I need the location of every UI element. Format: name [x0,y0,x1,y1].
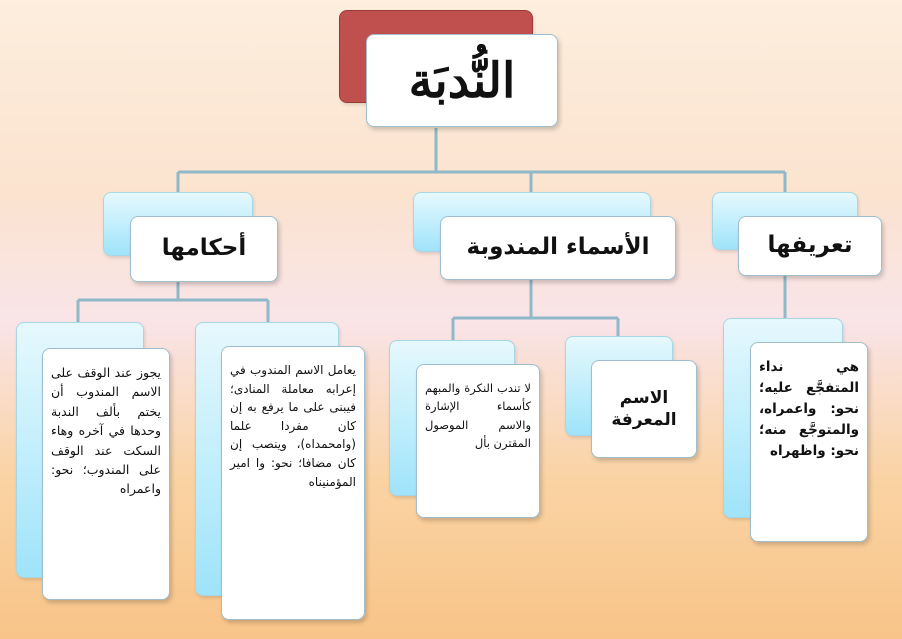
definite-text: الاسم المعرفة [611,387,677,430]
rules-label: أحكامها [161,235,247,262]
title-node [366,34,558,127]
definition-text-node [750,342,868,542]
treatment-text: يعامل الاسم المندوب في إعرابه معاملة المنادى؛ فيبنى على ما يرفع به إن كان مفردا علما (وامحمداه)، وينصب إن كان مضافا؛ نحو: وا امير المؤمنيناه [230,363,356,489]
excluded-node [416,364,540,518]
definite-node [591,360,697,458]
stop-node [42,348,170,600]
rules-node [130,216,278,282]
definition-text: هي نداء المتفجَّع عليه؛ نحو: واعمراه، والمتوجَّع منه؛ نحو: واظهراه [759,359,859,459]
stop-text: يجوز عند الوقف على الاسم المندوب أن يختم بألف الندبة وحدها في آخره وهاء السكت عند الوقف على المندوب؛ نحو: واعمراه [51,365,161,497]
nouns-label: الأسماء المندوبة [466,234,650,261]
definition-node [738,216,882,276]
treatment-node [221,346,365,620]
nouns-node [440,216,676,280]
definition-label: تعريفها [767,232,853,259]
excluded-text: لا تندب النكرة والمبهم كأسماء الإشارة والاسم الموصول المقترن بأل [425,381,531,451]
diagram-title: النُّدبَة [408,52,516,109]
